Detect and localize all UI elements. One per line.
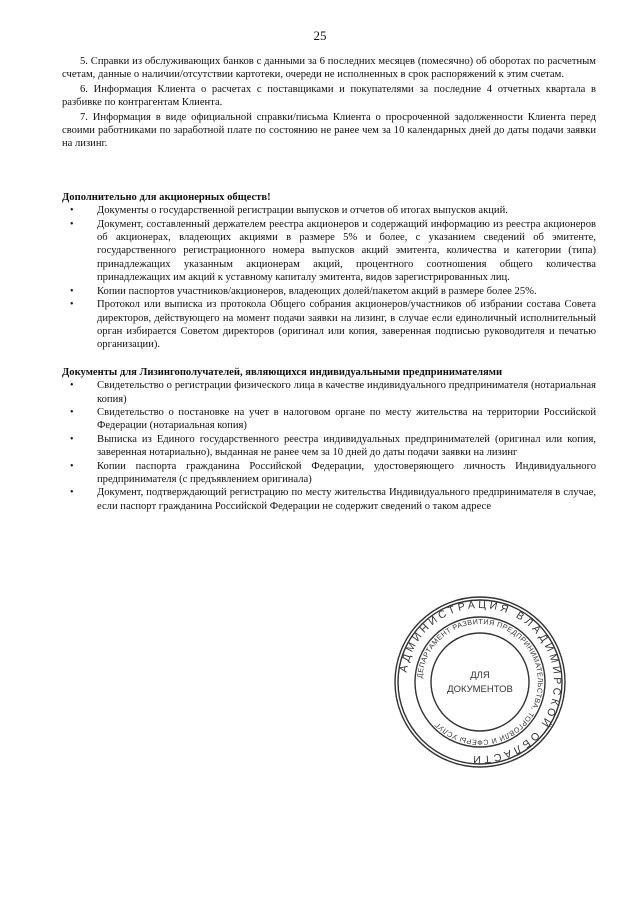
- list-item-text: Протокол или выписка из протокола Общего собрания акционеров/участников об избрании состава Совета директоров, действующего на момент подачи заявки на лизинг, в случае если единоличный исполнительный орган избирается Советом директоров (оригинал или копия, заверенная подписью руководителя и печатью организации).: [97, 299, 596, 351]
- list-item-text: Копии паспорта гражданина Российской Федерации, удостоверяющего личность Индивидуального предпринимателя (с предъявлением оригинала): [97, 460, 596, 485]
- bullet-icon: •: [70, 285, 74, 297]
- bullet-icon: •: [70, 487, 74, 499]
- list-item-text: Выписка из Единого государственного реестра индивидуальных предпринимателей (оригинал или копия, заверенная нотариально), выданная не ранее чем за 10 дней до даты подачи заявки на лизинг: [97, 433, 596, 459]
- seal-center-line2: ДОКУМЕНТОВ: [447, 684, 513, 695]
- seal-inner-text: ДЕПАРТАМЕНТ РАЗВИТИЯ ПРЕДПРИНИМАТЕЛЬСТВА, ТОРГОВЛИ И СФЕРЫ УСЛУГ: [415, 616, 546, 748]
- list-item: [62, 298, 596, 352]
- list-item: [62, 406, 596, 433]
- bullet-icon: •: [70, 460, 74, 472]
- section-title-jsc: Дополнительно для акционерных обществ!: [62, 191, 271, 203]
- list-item: [62, 433, 596, 460]
- seal-outer-text: АДМИНИСТРАЦИЯ ВЛАДИМИРСКОЙ ОБЛАСТИ: [397, 598, 564, 766]
- page-number: 25: [313, 28, 327, 43]
- list-item: [62, 460, 596, 487]
- section-title-ip: Документы для Лизингополучателей, являющихся индивидуальными предпринимателями: [62, 366, 503, 378]
- paragraph-6: 6. Информация Клиента о расчетах с поставщиками и покупателями за последние 4 отчетных квартала в разбивке по контрагентам Клиента.: [62, 83, 596, 109]
- list-item-text: Документ, подтверждающий регистрацию по месту жительства Индивидуального предпринимателя в случае, если паспорт гражданина Российской Федерации не содержит сведений о таком адресе: [97, 487, 596, 512]
- list-item: [62, 218, 596, 285]
- bullet-icon: •: [70, 299, 74, 311]
- bullet-list-ip: [62, 379, 596, 513]
- list-item: [62, 285, 596, 298]
- list-item: [62, 204, 596, 217]
- paragraph-5: 5. Справки из обслуживающих банков с данными за 6 последних месяцев (помесячно) об оборотах по расчетным счетам, данные о наличии/отсутствии картотеки, очереди не исполненных в срок распоряжений к этим счетам.: [62, 56, 596, 81]
- bullet-icon: •: [70, 380, 74, 392]
- list-item-text: Документ, составленный держателем реестра акционеров и содержащий информацию из реестра акционеров об акционерах, владеющих акциями в размере 5% и более, с указанием сведений об эмитенте, государственного регистрационного номера выпусков акций эмитента, количества и категории (типа) принадлежащих указанным акционерам акций, процентного соотношения общего количества принадлежащих им акций к уставному капиталу эмитента, видов зарегистрированных лиц.: [97, 218, 596, 284]
- bullet-list-jsc: [62, 204, 596, 351]
- list-item-text: Свидетельство о постановке на учет в налоговом органе по месту жительства на территории Российской Федерации (нотариальная копия): [97, 406, 596, 432]
- bullet-icon: •: [70, 433, 74, 445]
- bullet-icon: •: [70, 406, 74, 418]
- seal-center-line1: ДЛЯ: [470, 670, 490, 681]
- list-item: [62, 379, 596, 406]
- list-item: [62, 486, 596, 513]
- official-seal-stamp: [392, 594, 568, 770]
- document-body: [62, 55, 596, 513]
- paragraph-7: 7. Информация в виде официальной справки/письма Клиента о просроченной задолженности Клиента перед своими работниками по заработной плате по состоянию не ранее чем за 10 календарных дней до даты подачи заявки на лизинг.: [62, 111, 596, 150]
- list-item-text: Свидетельство о регистрации физического лица в качестве индивидуального предпринимателя (нотариальная копия): [97, 380, 596, 405]
- list-item-text: Копии паспортов участников/акционеров, владеющих долей/пакетом акций в размере более 25%.: [97, 285, 537, 297]
- bullet-icon: •: [70, 205, 74, 217]
- list-item-text: Документы о государственной регистрации выпусков и отчетов об итогах выпусков акций.: [97, 205, 508, 217]
- bullet-icon: •: [70, 218, 74, 230]
